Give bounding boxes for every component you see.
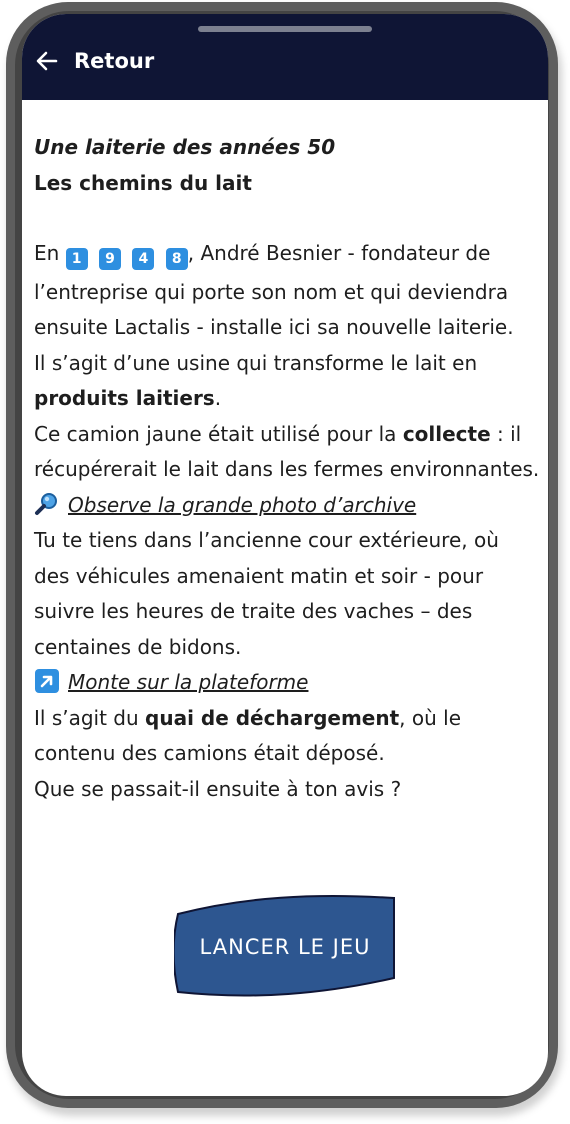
spacer	[34, 201, 540, 236]
back-button[interactable]	[34, 46, 154, 76]
paragraph-courtyard: Tu te tiens dans l’ancienne cour extérieure, où des véhicules amenaient matin et soir - pour suivre les heures de traite des vaches – des centaines de bidons.	[34, 528, 499, 659]
arrow-left-icon	[34, 48, 60, 74]
intro-rest: , André Besnier - fondateur de l’entreprise qui porte son nom et qui deviendra ensuite Lactalis - installe ici sa nouvelle laiterie.	[34, 241, 514, 339]
platform-link[interactable]: Monte sur la plateforme	[68, 670, 309, 694]
factory-text: Il s’agit d’une usine qui transforme le lait en	[34, 350, 478, 375]
year-digits	[66, 239, 188, 275]
launch-game-button[interactable]	[174, 894, 396, 1000]
paragraph-factory	[34, 346, 540, 417]
observe-link[interactable]: Observe la grande photo d’archive	[68, 492, 417, 517]
paragraph-dock	[34, 701, 540, 772]
truck-bold: collecte	[402, 421, 491, 446]
dock-rest: , où le contenu des camions était déposé.	[34, 705, 462, 765]
factory-end: .	[214, 386, 222, 410]
intro-prefix: En	[34, 241, 60, 265]
dock-prefix: Il s’agit du	[34, 705, 139, 730]
speaker-notch	[198, 26, 372, 32]
magnifier-icon	[34, 492, 60, 516]
article-subtitle: Une laiterie des années 50	[34, 135, 336, 159]
year-digit-badge: 9	[99, 248, 121, 270]
paragraph-intro	[34, 236, 540, 346]
year-digit-badge: 1	[66, 248, 88, 270]
arrow-up-right-icon	[34, 669, 60, 693]
observe-action[interactable]	[34, 488, 540, 524]
truck-rest: : il récupérerait le lait dans les fermes environnantes.	[34, 421, 540, 481]
article-title: Les chemins du lait	[34, 170, 252, 195]
truck-text: Ce camion jaune était utilisé pour la	[34, 421, 397, 446]
paragraph-truck	[34, 417, 540, 488]
question-text: Que se passait-il ensuite à ton avis ?	[34, 776, 402, 801]
back-label: Retour	[74, 49, 155, 73]
year-digit-badge: 8	[166, 248, 188, 270]
year-digit-badge: 4	[132, 248, 154, 270]
launch-button-label: LANCER LE JEU	[199, 935, 371, 959]
article-content	[34, 130, 540, 807]
factory-bold: produits laitiers	[34, 386, 215, 410]
screen	[22, 14, 548, 1096]
platform-action[interactable]	[34, 665, 540, 701]
app-header	[22, 14, 548, 100]
dock-bold: quai de déchargement	[145, 705, 400, 730]
